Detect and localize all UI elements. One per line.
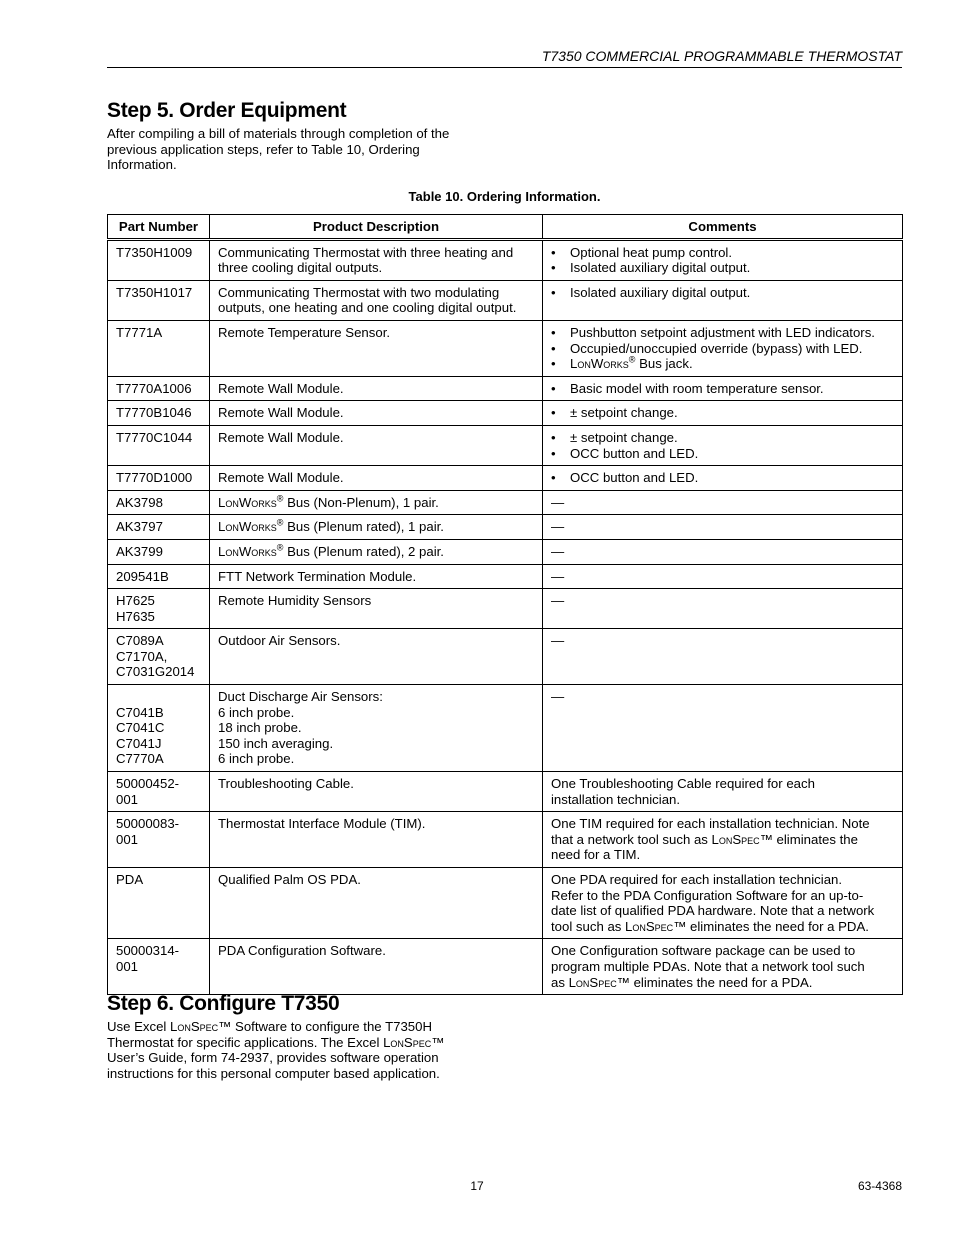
- comment-bullets: [551, 285, 894, 301]
- text-fragment: ™ eliminates the need for a PDA.: [673, 918, 869, 934]
- table-caption: Table 10. Ordering Information.: [408, 189, 601, 204]
- table-header-row: [108, 215, 903, 240]
- description-cell: [210, 812, 543, 868]
- comment-bullet: • Isolated auxiliary digital output.: [551, 260, 894, 276]
- comments-cell: [543, 401, 903, 426]
- comments-cell: [543, 539, 903, 564]
- description-line: Thermostat Interface Module (TIM).: [218, 816, 426, 832]
- comments-cell: [543, 868, 903, 939]
- text-line: [218, 495, 534, 511]
- comments-cell: [543, 685, 903, 772]
- comment-bullets: [551, 381, 894, 397]
- comment-dash: —: [551, 568, 565, 584]
- registered-mark: ®: [276, 542, 284, 553]
- description-line: three cooling digital outputs.: [218, 260, 383, 276]
- text-line: [218, 519, 534, 535]
- text-line: [218, 544, 534, 560]
- column-header-part-number: Part Number: [108, 215, 210, 240]
- text-fragment: Bus (Non-Plenum), 1 pair.: [283, 494, 439, 510]
- description-cell: [210, 868, 543, 939]
- part-number: C7089A: [116, 633, 164, 649]
- part-number-cell: [108, 539, 210, 564]
- text-line: [551, 975, 894, 991]
- part-number-cell: [108, 564, 210, 589]
- comment-line: Refer to the PDA Configuration Software for an up-to-: [551, 887, 864, 903]
- part-number: 50000452-: [116, 776, 180, 792]
- table-row: [108, 868, 903, 939]
- step5-line: After compiling a bill of materials through completion of the: [107, 126, 450, 141]
- comment-bullet: [551, 356, 894, 372]
- ordering-table: [107, 214, 903, 995]
- comment-bullet: • Isolated auxiliary digital output.: [551, 285, 894, 301]
- part-number-cell: [108, 772, 210, 812]
- brand-name: LonSpec: [568, 974, 617, 990]
- description-cell: [210, 629, 543, 685]
- description-line: 6 inch probe.: [218, 751, 295, 767]
- part-number: C7041C: [116, 720, 165, 736]
- part-number-cell: [108, 868, 210, 939]
- description-line: outputs, one heating and one cooling digital output.: [218, 300, 517, 316]
- part-number: 001: [116, 958, 139, 974]
- comments-cell: [543, 376, 903, 401]
- comment-bullets: [551, 430, 894, 461]
- step6-text: User’s Guide, form 74-2937, provides software operation: [107, 1050, 439, 1066]
- header-rule: [107, 67, 902, 68]
- lonspec-brand: LonSpec: [170, 1019, 219, 1034]
- table-row: [108, 939, 903, 995]
- comment-line: date list of qualified PDA hardware. Note that a network: [551, 903, 875, 919]
- step6-text: instructions for this personal computer based application.: [107, 1065, 440, 1081]
- step6-text: Use Excel: [107, 1019, 171, 1034]
- comment-dash: —: [551, 494, 565, 510]
- comments-cell: [543, 490, 903, 515]
- comments-cell: [543, 939, 903, 995]
- part-number: AK3798: [116, 494, 163, 510]
- comment-bullets: [551, 245, 894, 276]
- registered-mark: ®: [628, 354, 636, 365]
- description-line: PDA Configuration Software.: [218, 943, 386, 959]
- part-number: H7625: [116, 593, 155, 609]
- part-number: 001: [116, 791, 139, 807]
- description-line: Remote Temperature Sensor.: [218, 324, 391, 340]
- step5-line: previous application steps, refer to Table 10, Ordering: [107, 141, 420, 157]
- brand-name: LonWorks: [570, 356, 629, 372]
- comment-dash: —: [551, 593, 565, 609]
- part-number: T7350H1017: [116, 284, 193, 300]
- part-number: T7770A1006: [116, 380, 192, 396]
- comment-bullet: • ± setpoint change.: [551, 430, 894, 446]
- table-row: [108, 376, 903, 401]
- comments-cell: [543, 425, 903, 465]
- table-row: [108, 280, 903, 320]
- text-fragment: ™ eliminates the need for a PDA.: [616, 974, 813, 990]
- description-cell: [210, 280, 543, 320]
- part-number-cell: [108, 401, 210, 426]
- description-line: Communicating Thermostat with two modulating: [218, 284, 500, 300]
- comment-line: One PDA required for each installation technician.: [551, 872, 843, 887]
- description-cell: [210, 772, 543, 812]
- part-number: C7170A,: [116, 648, 168, 664]
- registered-mark: ®: [276, 517, 284, 528]
- column-header-description: Product Description: [210, 215, 543, 240]
- description-cell: [210, 401, 543, 426]
- brand-name: LonWorks: [218, 519, 277, 535]
- part-number-cell: [108, 490, 210, 515]
- registered-mark: ®: [276, 493, 284, 504]
- comment-dash: —: [551, 689, 565, 705]
- part-number: PDA: [116, 872, 144, 887]
- part-number-cell: [108, 466, 210, 491]
- text-line: [551, 919, 894, 935]
- description-line: Remote Wall Module.: [218, 470, 344, 486]
- comment-dash: —: [551, 519, 565, 535]
- text-fragment: Bus (Plenum rated), 2 pair.: [283, 543, 444, 559]
- description-cell: [210, 939, 543, 995]
- document-number: 63-4368: [857, 1179, 902, 1193]
- part-number-cell: [108, 589, 210, 629]
- description-line: 6 inch probe.: [218, 704, 295, 720]
- table-body: [108, 239, 903, 995]
- description-line: FTT Network Termination Module.: [218, 568, 417, 584]
- comment-line: need for a TIM.: [551, 847, 641, 863]
- comment-bullets: [551, 405, 894, 421]
- table-row: [108, 772, 903, 812]
- table-row: [108, 685, 903, 772]
- part-number: C7031G2014: [116, 664, 195, 680]
- lonspec-brand: LonSpec: [383, 1034, 432, 1050]
- step6-heading: Step 6. Configure T7350: [107, 992, 340, 1015]
- comments-cell: [543, 515, 903, 540]
- table-row: [108, 320, 903, 376]
- text-fragment: Bus jack.: [635, 356, 693, 372]
- comments-cell: [543, 320, 903, 376]
- description-line: Troubleshooting Cable.: [218, 776, 354, 792]
- part-number: T7770B1046: [116, 405, 192, 421]
- brand-name: LonSpec: [711, 831, 760, 847]
- comment-bullet: • Basic model with room temperature sensor.: [551, 381, 894, 397]
- part-number: [116, 689, 201, 705]
- comment-line: One Troubleshooting Cable required for each: [551, 776, 815, 792]
- part-number-cell: [108, 939, 210, 995]
- table-row: [108, 515, 903, 540]
- text-fragment: Bus (Plenum rated), 1 pair.: [283, 519, 444, 535]
- comments-cell: [543, 239, 903, 280]
- description-cell: [210, 376, 543, 401]
- part-number: AK3797: [116, 519, 163, 535]
- comment-line: program multiple PDAs. Note that a network tool such: [551, 958, 865, 974]
- comments-cell: [543, 812, 903, 868]
- part-number: T7770C1044: [116, 429, 193, 445]
- part-number: T7350H1009: [116, 244, 193, 260]
- comment-line: One TIM required for each installation technician. Note: [551, 816, 870, 832]
- brand-name: LonWorks: [218, 494, 277, 510]
- description-cell: [210, 539, 543, 564]
- comment-bullet: • Optional heat pump control.: [551, 245, 894, 261]
- part-number-cell: [108, 685, 210, 772]
- comment-line: installation technician.: [551, 791, 681, 807]
- step5-paragraph: [107, 126, 449, 173]
- description-line: Remote Wall Module.: [218, 380, 344, 396]
- comments-cell: [543, 589, 903, 629]
- brand-name: LonWorks: [218, 543, 277, 559]
- text-fragment: as: [551, 974, 569, 990]
- description-cell: [210, 515, 543, 540]
- part-number-cell: [108, 425, 210, 465]
- part-number: C7770A: [116, 751, 164, 767]
- description-line: Remote Humidity Sensors: [218, 593, 372, 609]
- part-number-cell: [108, 376, 210, 401]
- part-number: C7041B: [116, 704, 164, 720]
- comment-bullet: • Occupied/unoccupied override (bypass) with LED.: [551, 341, 894, 357]
- text-fragment: that a network tool such as: [551, 831, 712, 847]
- step5-heading: Step 5. Order Equipment: [107, 99, 347, 122]
- part-number-cell: [108, 320, 210, 376]
- comment-bullets: [551, 470, 894, 486]
- comments-cell: [543, 466, 903, 491]
- description-line: 150 inch averaging.: [218, 735, 334, 751]
- comment-bullet: • ± setpoint change.: [551, 405, 894, 421]
- description-line: Duct Discharge Air Sensors:: [218, 689, 383, 705]
- part-number-cell: [108, 629, 210, 685]
- table-row: [108, 629, 903, 685]
- table-row: [108, 564, 903, 589]
- table-row: [108, 589, 903, 629]
- step6-text: Thermostat for specific applications. The Excel: [107, 1034, 384, 1050]
- description-line: Communicating Thermostat with three heating and: [218, 244, 514, 260]
- step5-line: Information.: [107, 157, 177, 173]
- description-cell: [210, 490, 543, 515]
- page-number: 17: [470, 1179, 484, 1193]
- description-cell: [210, 685, 543, 772]
- table-row: [108, 401, 903, 426]
- description-line: Outdoor Air Sensors.: [218, 633, 341, 649]
- step6-text: ™: [431, 1034, 445, 1050]
- part-number-cell: [108, 812, 210, 868]
- comment-line: One Configuration software package can be used to: [551, 943, 856, 959]
- part-number-cell: [108, 239, 210, 280]
- part-number: 50000314-: [116, 943, 180, 959]
- part-number: C7041J: [116, 735, 162, 751]
- comments-cell: [543, 772, 903, 812]
- step6-paragraph: [107, 1019, 444, 1081]
- part-number: AK3799: [116, 543, 163, 559]
- table-row: [108, 490, 903, 515]
- table-row: [108, 812, 903, 868]
- part-number: 50000083-: [116, 816, 180, 832]
- part-number: H7635: [116, 608, 155, 624]
- part-number: 209541B: [116, 568, 169, 584]
- brand-name: LonSpec: [625, 918, 674, 934]
- column-header-comments: Comments: [543, 215, 903, 240]
- table-row: [108, 239, 903, 280]
- description-cell: [210, 425, 543, 465]
- description-line: Remote Wall Module.: [218, 429, 344, 445]
- comments-cell: [543, 564, 903, 589]
- description-cell: [210, 239, 543, 280]
- table-row: [108, 425, 903, 465]
- comments-cell: [543, 280, 903, 320]
- text-fragment: ™ eliminates the: [759, 831, 858, 847]
- comments-cell: [543, 629, 903, 685]
- comment-bullets: [551, 325, 894, 372]
- description-line: Remote Wall Module.: [218, 405, 344, 421]
- description-line: Qualified Palm OS PDA.: [218, 872, 361, 887]
- comment-dash: —: [551, 633, 565, 649]
- text-fragment: tool such as: [551, 918, 626, 934]
- description-cell: [210, 564, 543, 589]
- description-cell: [210, 589, 543, 629]
- part-number: 001: [116, 831, 139, 847]
- part-number: T7770D1000: [116, 470, 193, 486]
- description-cell: [210, 466, 543, 491]
- part-number-cell: [108, 515, 210, 540]
- comment-bullet: • OCC button and LED.: [551, 470, 894, 486]
- comment-bullet: • Pushbutton setpoint adjustment with LED indicators.: [551, 325, 894, 341]
- step6-text: ™ Software to configure the T7350H: [218, 1019, 432, 1034]
- description-line: 18 inch probe.: [218, 720, 302, 736]
- part-number: T7771A: [116, 324, 163, 340]
- table-row: [108, 539, 903, 564]
- table-row: [108, 466, 903, 491]
- text-line: [551, 832, 894, 848]
- part-number-cell: [108, 280, 210, 320]
- comment-dash: —: [551, 543, 565, 559]
- description-cell: [210, 320, 543, 376]
- running-header: T7350 COMMERCIAL PROGRAMMABLE THERMOSTAT: [541, 48, 902, 64]
- comment-bullet: • OCC button and LED.: [551, 446, 894, 462]
